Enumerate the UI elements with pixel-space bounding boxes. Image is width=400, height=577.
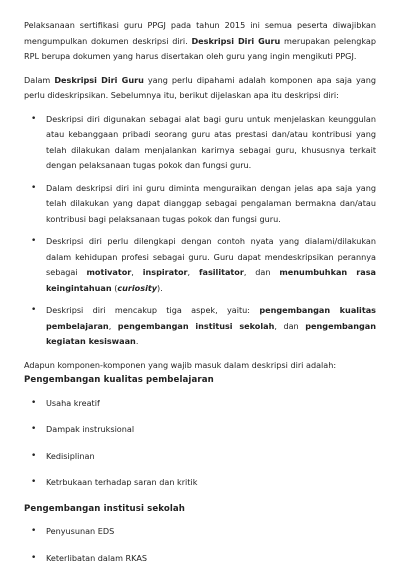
aspect-pembelajaran: pengembangan kualitas pembelajaran: [46, 305, 376, 331]
definition-list: [24, 112, 376, 350]
intro-text: Pelaksanaan sertifikasi guru PPGJ pada tahun 2015 ini semua peserta diwajibkan mengumpulkan dokumen deskripsi diri.: [24, 20, 376, 46]
list-item: • Usaha kreatif: [24, 396, 376, 412]
intro2-text: Dalam: [24, 74, 51, 85]
intro-text-rest: merupakan pelengkap RPL berupa dokumen yang harus disertakan oleh guru yang ingin mengikuti PPGJ.: [24, 35, 376, 61]
role-fasilitator: fasilitator: [198, 267, 244, 277]
list-item: • Dampak instruksional: [24, 422, 376, 438]
role-inspirator: inspirator: [142, 267, 188, 277]
definition-item-4: • Deskripsi diri mencakup tiga aspek, yaitu: pengembangan kualitas pembelajaran, pengembangan institusi sekolah, dan pengembangan kegiatan kesiswaan.: [24, 303, 376, 350]
list-item: • Penyusunan EDS: [24, 524, 376, 540]
definition-item-1: • Deskripsi diri digunakan sebagai alat bagi guru untuk menjelaskan keunggulan atau kebanggaan pribadi seorang guru atas prestasi dan/atau kontribusi yang telah dilakukan dalam menjalankan karirnya sebagai guru, khususnya terkait dengan pelaksanaan tugas pokok dan fungsi guru.: [24, 112, 376, 174]
role-keingintahuan: menumbuhkan rasa keingintahuan: [46, 267, 377, 293]
definition-item-2: • Dalam deskripsi diri ini guru diminta menguraikan dengan jelas apa saja yang telah dilakukan yang dapat dianggap sebagai pengalaman bermakna dan/atau kontribusi bagi pelaksanaan tugas pokok dan fungsi guru.: [24, 181, 376, 228]
list-item: • Keterlibatan dalam RKAS: [24, 551, 376, 567]
intro2-text-rest: yang perlu dipahami adalah komponen apa saja yang perlu dideskripsikan. Sebelumnya itu, berikut dijelaskan apa itu deskripsi diri:: [24, 74, 376, 100]
document-page: [24, 18, 376, 577]
components-intro: Adapun komponen-komponen yang wajib masuk dalam deskripsi diri adalah:: [24, 359, 337, 370]
intro-paragraph-1: [24, 18, 376, 65]
aspect-institusi: pengembangan institusi sekolah: [117, 320, 275, 331]
aspect-kesiswaan: pengembangan kegiatan kesiswaan: [46, 320, 377, 346]
role-motivator: motivator: [86, 267, 132, 277]
section-heading-pembelajaran: Pengembangan kualitas pembelajaran: [24, 375, 214, 385]
section-heading-institusi: Pengembangan institusi sekolah: [24, 503, 186, 514]
intro-bold-term: Deskripsi Diri Guru: [191, 35, 281, 46]
role-curiosity: curiosity: [117, 282, 157, 293]
pembelajaran-list: [24, 396, 376, 491]
definition-item-3: • Deskripsi diri perlu dilengkapi dengan contoh nyata yang dialami/dilakukan dalam kehidupan profesi sebagai guru. Guru dapat mendeskripsikan perannya sebagai motivator, inspirator, fasilitator, dan menumbuhkan rasa keingintahuan (curiosity).: [24, 234, 376, 296]
institusi-list: [24, 524, 376, 566]
list-item: • Ketrbukaan terhadap saran dan kritik: [24, 475, 376, 491]
intro2-bold-term: Deskripsi Diri Guru: [54, 74, 144, 85]
list-item: • Kedisiplinan: [24, 449, 376, 465]
intro-paragraph-2: [24, 73, 376, 104]
